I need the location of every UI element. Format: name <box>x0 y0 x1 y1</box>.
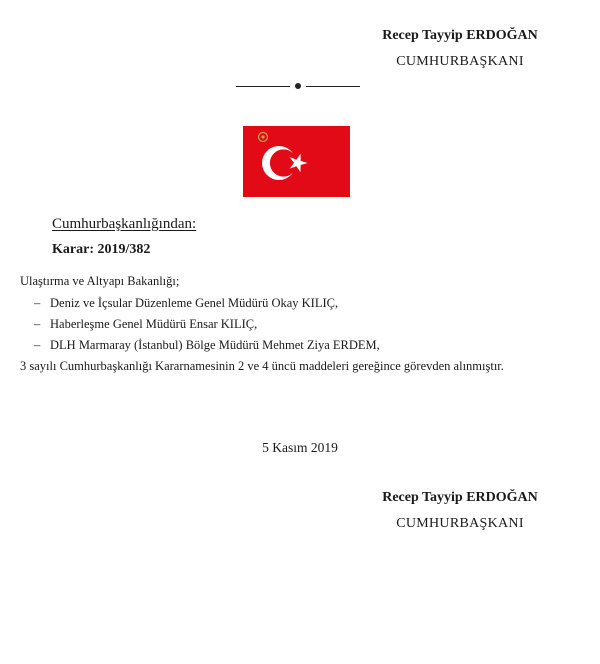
list-item-text: DLH Marmaray (İstanbul) Bölge Müdürü Mehmet Ziya ERDEM, <box>50 338 380 352</box>
signatory-name: Recep Tayyip ERDOĞAN <box>382 28 538 43</box>
dismissal-list <box>34 293 380 356</box>
list-dash: – <box>34 317 41 331</box>
divider-line-right <box>306 86 360 87</box>
list-item <box>34 314 380 335</box>
list-item-text: Haberleşme Genel Müdürü Ensar KILIÇ, <box>50 317 258 331</box>
list-dash: – <box>34 338 41 352</box>
signatory-title: CUMHURBAŞKANI <box>396 54 524 69</box>
footer-signature <box>360 489 560 533</box>
signatory-title: CUMHURBAŞKANI <box>396 516 524 531</box>
header-signature <box>360 27 560 71</box>
decree-body: 3 sayılı Cumhurbaşkanlığı Kararnamesinin 2 ve 4 üncü maddeleri gereğince görevden alınmıştır. <box>20 359 504 373</box>
issuer-heading: Cumhurbaşkanlığından: <box>52 216 197 232</box>
signatory-name: Recep Tayyip ERDOĞAN <box>382 490 538 505</box>
divider-line-left <box>236 86 290 87</box>
list-item <box>34 293 380 314</box>
divider-dot <box>295 83 301 89</box>
decision-number: Karar: 2019/382 <box>52 242 151 257</box>
decree-date: 5 Kasım 2019 <box>262 440 338 455</box>
list-item-text: Deniz ve İçsular Düzenleme Genel Müdürü Okay KILIÇ, <box>50 296 339 310</box>
turkish-flag-icon <box>243 126 350 197</box>
list-dash: – <box>34 296 41 310</box>
decorative-divider <box>236 80 360 92</box>
list-item <box>34 335 380 356</box>
ministry-line: Ulaştırma ve Altyapı Bakanlığı; <box>20 274 180 288</box>
